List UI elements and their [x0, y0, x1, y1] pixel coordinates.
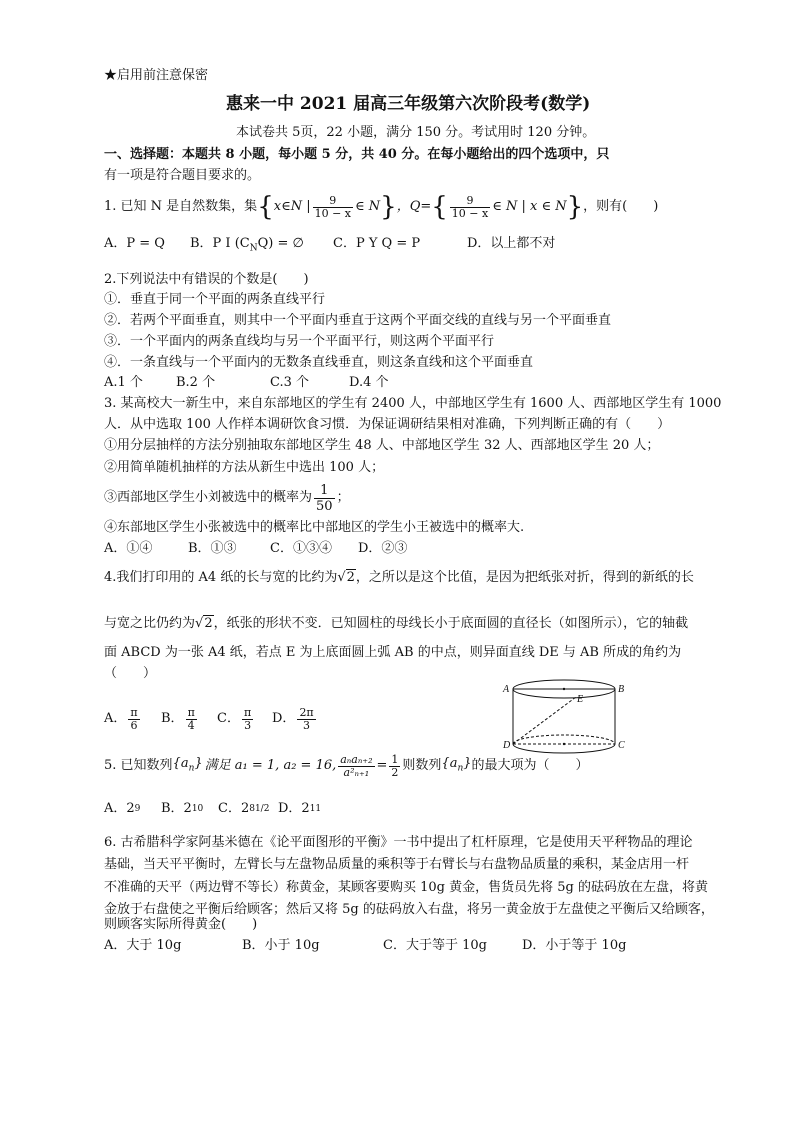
q2-statement-3: ③．一个平面内的两条直线均与另一个平面平行，则这两个平面平行: [104, 334, 495, 349]
question-6-line-2: 基础，当天平平衡时，左臂长与左盘物品质量的乘积等于右臂长与右盘物品质量的乘积，某金店用一杆: [104, 857, 690, 872]
page-title: 惠来一中 2021 届高三年级第六次阶段考(数学): [226, 94, 591, 114]
q3-option-d[interactable]: D．②③: [358, 541, 408, 556]
q1-fraction: $\frac{9}{10 - x}$: [314, 193, 351, 220]
question-3-line-1: 3. 某高校大一新生中，来自东部地区的学生有 2400 人，中部地区学生有 1600 人、西部地区学生有 1000: [104, 396, 722, 411]
confidential-note: ★启用前注意保密: [104, 68, 209, 83]
brace-open-icon: {: [431, 192, 448, 222]
section-heading-cont: 有一项是符合题目要求的。: [104, 168, 261, 183]
q6-option-c[interactable]: C．大于等于 10g: [383, 938, 487, 953]
q5-option-c[interactable]: C．2 81/2: [218, 801, 270, 816]
q3-option-a[interactable]: A．①④: [104, 541, 153, 556]
label-a: A: [503, 684, 510, 695]
question-6-line-1: 6. 古希腊科学家阿基米德在《论平面图形的平衡》一书中提出了杠杆原理，它是使用天平秤物品的理论: [104, 835, 693, 850]
brace-close-icon: }: [566, 192, 584, 222]
q1-setQ-a: ，Q=: [396, 199, 432, 214]
question-3-line-2: 人．从中选取 100 人作样本调研饮食习惯．为保证调研结果相对准确，下列判断正确的有（ ）: [104, 417, 671, 432]
bottom-back-arc: [513, 735, 615, 744]
q5-seq: $\{a_n\}$: [172, 755, 203, 774]
q2-option-a[interactable]: A.1 个: [104, 375, 143, 390]
q5-option-d[interactable]: D．2 11: [278, 801, 322, 816]
exam-info: 本试卷共 5页，22 小题，满分 150 分。考试用时 120 分钟。: [236, 125, 596, 140]
q1-lead: 1. 已知 N 是自然数集，集: [104, 199, 258, 214]
question-2-stem: 2.下列说法中有错误的个数是( ): [104, 272, 309, 287]
q3-statement-1: ①用分层抽样的方法分别抽取东部地区学生 48 人、中部地区学生 32 人、西部地区学生 20 人；: [104, 438, 660, 453]
question-4-line-1: 4.我们打印用的 A4 纸的长与宽的比约为√2，之所以是这个比值，是因为把纸张对折，得到的新纸的长: [104, 570, 694, 585]
q1-option-b[interactable]: B．P I $(C_NQ)$ = ∅: [190, 236, 304, 254]
q5-option-b[interactable]: B．2 10: [161, 801, 204, 816]
q2-statement-4: ④．一条直线与一个平面内的无数条直线垂直，则这条直线和这个平面垂直: [104, 355, 534, 370]
label-b: B: [618, 684, 625, 695]
q6-option-a[interactable]: A．大于 10g: [104, 938, 182, 953]
q4-option-a[interactable]: A． $\frac{\pi}{6}$: [104, 705, 138, 732]
q3-option-c[interactable]: C．①③④: [270, 541, 332, 556]
q1-option-a[interactable]: A．P = Q: [104, 236, 165, 251]
sqrt-icon: √2: [337, 570, 355, 585]
q5-half: $\frac{1}{2}$: [391, 752, 399, 779]
question-6-line-4: 金放于右盘使之平衡后给顾客；然后又将 5g 的砝码放入右盘，将另一黄金放于左盘使之平衡后又给顾客，: [104, 902, 714, 917]
q1-option-d[interactable]: D．以上都不对: [467, 236, 556, 251]
q2-option-d[interactable]: D.4 个: [349, 375, 389, 390]
brace-close-icon: }: [380, 192, 397, 222]
q1-tail: ，则有( ): [583, 199, 659, 214]
question-6-line-3: 不准确的天平（两边臂不等长）称黄金，某顾客要购买 10g 黄金，售货员先将 5g 的砝码放在左盘，将黄: [104, 880, 708, 895]
brace-open-icon: {: [257, 192, 274, 222]
q2-statement-1: ①．垂直于同一个平面的两条直线平行: [104, 292, 326, 307]
q3-statement-3: ③西部地区学生小刘被选中的概率为 $\frac{1}{50}$ ；: [104, 482, 350, 514]
section-heading: 一、选择题：本题共 8 小题，每小题 5 分，共 40 分。在每小题给出的四个选项中，只: [104, 147, 610, 162]
q3-statement-2: ②用简单随机抽样的方法从新生中选出 100 人；: [104, 460, 385, 475]
cylinder-figure: [500, 674, 630, 754]
question-6-line-5: 则顾客实际所得黄金( ): [104, 917, 258, 932]
bottom-center-dot: [563, 743, 565, 745]
sqrt-icon: √2: [195, 616, 213, 631]
label-c: C: [618, 740, 625, 751]
question-4-line-4: （ ）: [104, 666, 157, 681]
q4-option-d[interactable]: D． $\frac{2\pi}{3}$: [272, 705, 314, 732]
question-1-stem: [104, 192, 658, 222]
question-5-stem: 5. 已知数列 $\{a_n\}$ 满足 a₁ = 1, a₂ = 16, $\frac{\text{aₙaₙ₊₂}}{\text{a²ₙ₊₁}}$ = $\frac{1}{2}$ 则数列 $\{a_n\}$ 的最大项为（ ）: [104, 752, 589, 779]
q2-option-c[interactable]: C.3 个: [270, 375, 310, 390]
q3-fraction: $\frac{1}{50}$: [316, 482, 333, 514]
q1-setQ-c: ∈ N | x ∈ N: [492, 199, 567, 214]
label-d: D: [503, 740, 511, 751]
q6-option-d[interactable]: D．小于等于 10g: [522, 938, 627, 953]
q2-option-b[interactable]: B.2 个: [176, 375, 216, 390]
q5-fraction: $\frac{\text{aₙaₙ₊₂}}{\text{a²ₙ₊₁}}$: [340, 752, 373, 779]
q5-option-a[interactable]: A．2 9: [104, 801, 141, 816]
q2-statement-2: ②．若两个平面垂直，则其中一个平面内垂直于这两个平面交线的直线与另一个平面垂直: [104, 313, 612, 328]
q1-setP-c: ∈ N: [355, 199, 381, 214]
q1-setP-a: x∈N |: [273, 199, 311, 214]
q4-option-c[interactable]: C． $\frac{\pi}{3}$: [217, 705, 252, 732]
q1-option-c[interactable]: C．P Y Q = P: [333, 236, 421, 251]
q3-statement-4: ④东部地区学生小张被选中的概率比中部地区的学生小王被选中的概率大.: [104, 520, 525, 535]
q3-option-b[interactable]: B．①③: [188, 541, 237, 556]
segment-de: [513, 697, 576, 744]
question-4-line-2: 与宽之比仍约为√2，纸张的形状不变．已知圆柱的母线长小于底面圆的直径长（如图所示），它的轴截: [104, 616, 689, 631]
question-4-line-3: 面 ABCD 为一张 A4 纸，若点 E 为上底面圆上弧 AB 的中点，则异面直线 DE 与 AB 所成的角约为: [104, 645, 682, 660]
q4-option-b[interactable]: B． $\frac{\pi}{4}$: [161, 705, 195, 732]
label-e: E: [577, 694, 584, 705]
q6-option-b[interactable]: B．小于 10g: [242, 938, 320, 953]
q1-fraction-q: $\frac{9}{10 - x}$: [451, 193, 489, 220]
top-center-dot: [563, 688, 565, 690]
